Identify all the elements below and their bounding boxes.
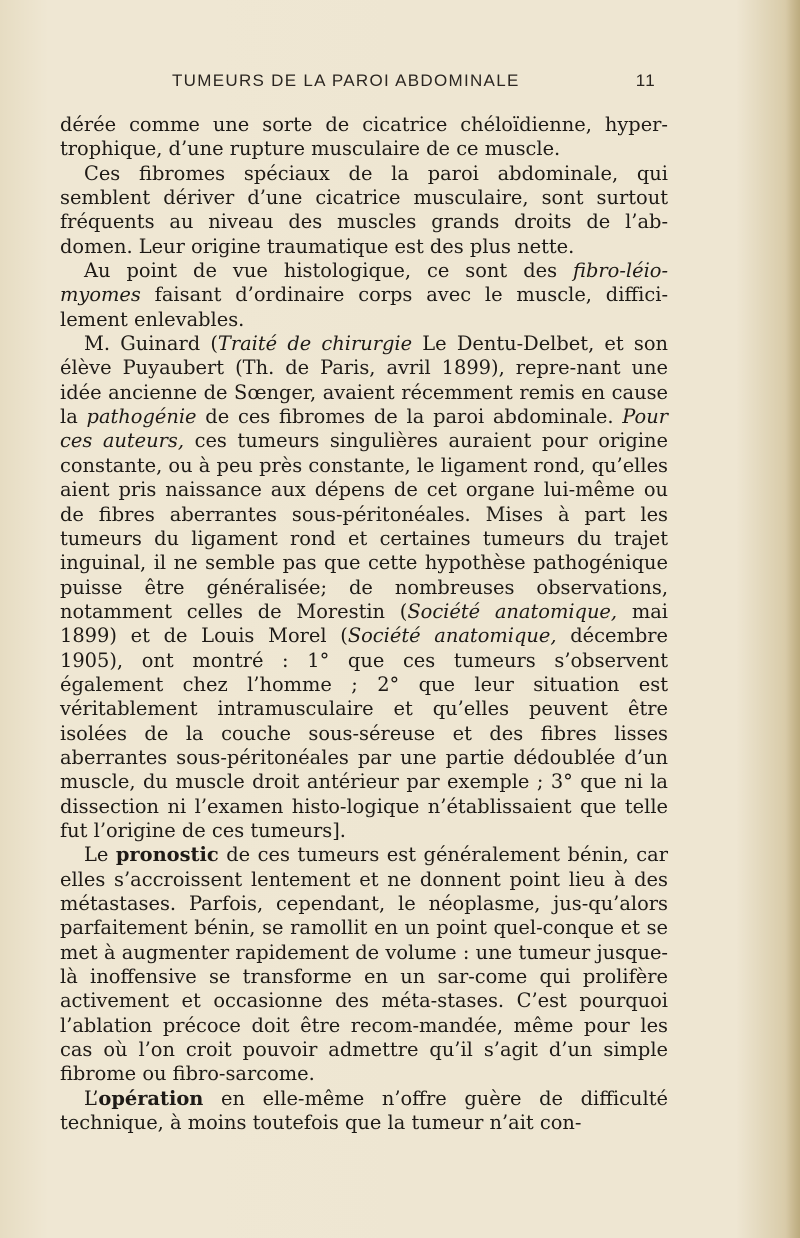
- text-run: en elle-même n’offre guère de difficulté technique, à moins toutefois que la tumeur n’ait con-: [60, 1086, 668, 1135]
- text-run: faisant d’ordinaire corps avec le muscle, diffici-lement enlevables.: [60, 283, 668, 331]
- paragraph: [60, 1087, 668, 1136]
- body-text: [60, 113, 668, 1135]
- text-run: Au point de vue histologique, ce sont des: [84, 259, 574, 283]
- text-run: L’: [84, 1086, 99, 1110]
- text-run: Le: [84, 843, 116, 867]
- bold-term: opération: [98, 1086, 204, 1110]
- italic-text: Société anatomique,: [347, 624, 557, 648]
- text-run: de ces tumeurs est généralement bénin, car elles s’accroissent lentement et ne donnent point lieu à des métastases. Parfois, cependant, le néoplasme, jus-qu’alors parfaitement bénin, se ramollit en un point quel-conque et se met à augmenter rapidement de volume : une tumeur jusque-là inoffensive se transforme en un sar-come qui prolifère activement et occasionne des méta-stases. C’est pourquoi l’ablation précoce doit être recom-mandée, même pour les cas où l’on croit pouvoir admettre qu’il s’agit d’un simple fibrome ou fibro-sarcome.: [60, 843, 668, 1086]
- italic-text: Pour ces auteurs,: [60, 405, 668, 453]
- italic-text: Traité de chirurgie: [217, 332, 413, 356]
- text-run: décembre 1905), ont montré : 1° que ces tumeurs s’observent également chez l’homme ; 2° que leur situation est véritablement intramusculaire et qu’elles peuvent être isolées de la couche sous-séreuse et des fibres lisses aberrantes sous-péritonéales par une partie dédoublée d’un muscle, du muscle droit antérieur par exemple ; 3° que ni la dissection ni l’examen histo-logique n’établissaient que telle fut l’origine de ces tumeurs].: [60, 624, 669, 842]
- paragraph: [60, 259, 668, 332]
- text-run: ces tumeurs singulières auraient pour origine constante, ou à peu près constante, le ligament rond, qu’elles aient pris naissance aux dépens de cet organe lui-même ou de fibres aberrantes sous-péritonéales. Mises à part les tumeurs du ligament rond et certaines tumeurs du trajet inguinal, il ne semble pas que cette hypothèse pathogénique puisse être généralisée; de nombreuses observations, notamment celles de Morestin (: [60, 429, 669, 623]
- running-head: [172, 71, 656, 99]
- paragraph: [60, 332, 668, 843]
- italic-text: Société anatomique,: [407, 599, 618, 623]
- paragraph: [60, 162, 668, 259]
- running-title: TUMEURS DE LA PAROI ABDOMINALE: [172, 71, 520, 90]
- text-run: Le Dentu-Delbet, et son élève Puyaubert (Th. de Paris, avril 1899), repre-nant une idée ancienne de Sœnger, avaient récemment remis en cause la: [60, 332, 668, 429]
- text-run: Ces fibromes spéciaux de la paroi abdominale, qui semblent dériver d’une cicatrice musculaire, sont surtout fréquents au niveau des muscles grands droits de l’ab-domen. Leur origine traumatique est des plus nette.: [60, 161, 668, 258]
- paragraph: [60, 843, 668, 1086]
- page-number: 11: [635, 71, 656, 90]
- text-run: dérée comme une sorte de cicatrice chéloïdienne, hyper-trophique, d’une rupture musculaire de ce muscle.: [60, 113, 668, 161]
- text-run: M. Guinard (: [84, 332, 218, 356]
- text-run: mai 1899) et de Louis Morel (: [60, 599, 668, 648]
- bold-term: pronostic: [115, 843, 219, 867]
- text-run: de ces fibromes de la paroi abdominale.: [196, 405, 623, 429]
- page-edge-shadow: [786, 0, 800, 1238]
- paragraph: [60, 113, 668, 162]
- italic-text: pathogénie: [86, 405, 197, 429]
- italic-text: fibro-léio-myomes: [60, 259, 668, 307]
